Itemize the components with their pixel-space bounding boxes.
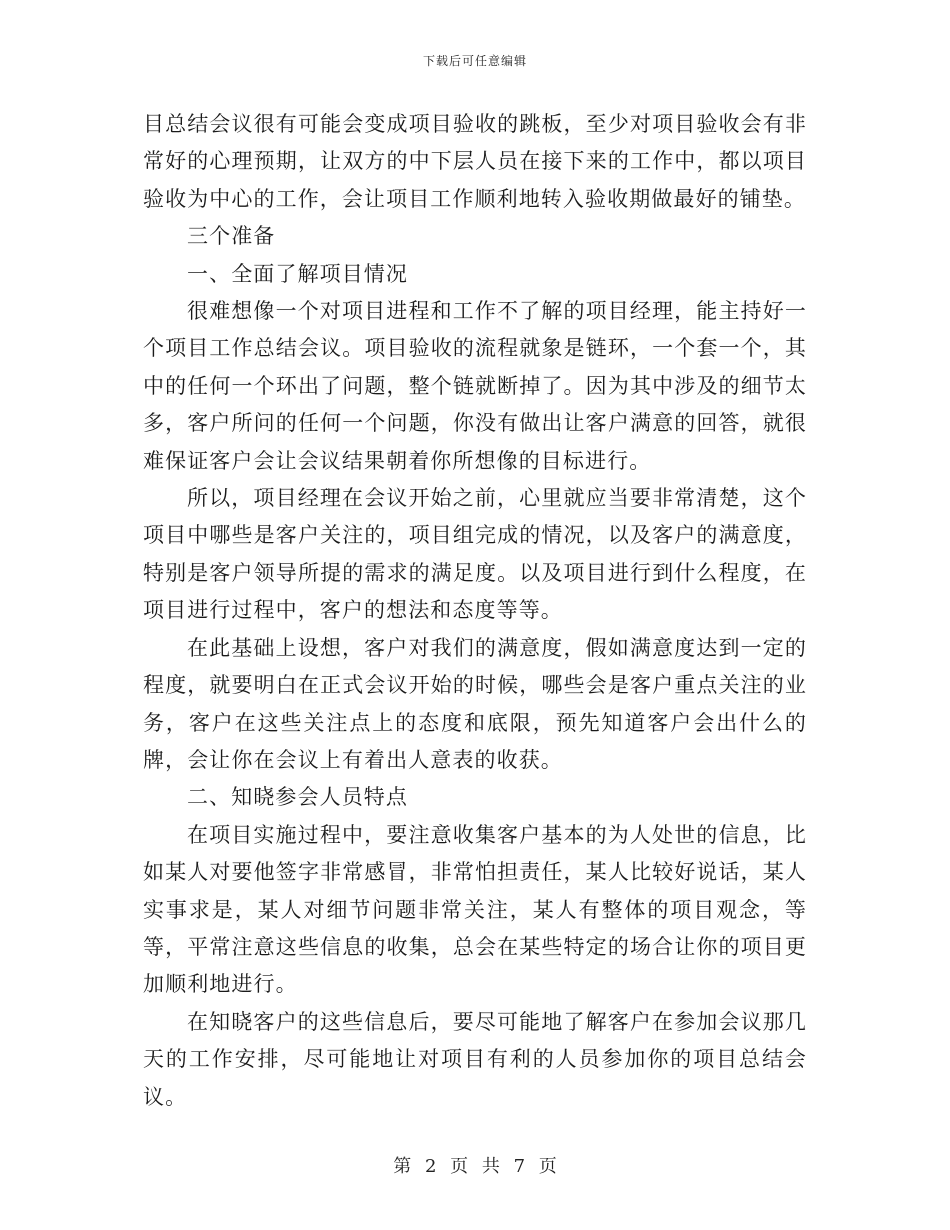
page-header: 下载后可任意编辑 — [422, 54, 527, 68]
total-page-count: 7 — [513, 1156, 526, 1177]
current-page-number: 2 — [424, 1156, 437, 1177]
section-heading-three-preparations: 三个准备 — [187, 224, 276, 249]
footer-label-ye-end: 页 — [538, 1156, 557, 1177]
paragraph-1: 目总结会议很有可能会变成项目验收的跳板，至少对项目验收会有非常好的心理预期，让双方的中下层人员在接下来的工作中，都以项目验收为中心的工作，会让项目工作顺利地转入验收期做最好的铺垫。 — [143, 112, 807, 211]
footer-label-gong: 共 — [481, 1156, 500, 1177]
document-body — [143, 106, 807, 1116]
footer-label-di: 第 — [393, 1156, 412, 1177]
paragraph-2: 很难想像一个对项目进程和工作不了解的项目经理，能主持好一个项目工作总结会议。项目验收的流程就象是链环，一个套一个，其中的任何一个环出了问题，整个链就断掉了。因为其中涉及的细节太多，客户所问的任何一个问题，你没有做出让客户满意的回答，就很难保证客户会让会议结果朝着你所想像的目标进行。 — [143, 299, 807, 473]
paragraph-6: 在知晓客户的这些信息后，要尽可能地了解客户在参加会议那几天的工作安排，尽可能地让对项目有利的人员参加你的项目总结会议。 — [143, 1009, 807, 1109]
subheading-know-attendees: 二、知晓参会人员特点 — [187, 785, 408, 810]
page-footer — [0, 1152, 950, 1178]
footer-label-ye: 页 — [450, 1156, 469, 1177]
paragraph-5: 在项目实施过程中，要注意收集客户基本的为人处世的信息，比如某人对要他签字非常感冒，非常怕担责任，某人比较好说话，某人实事求是，某人对细节问题非常关注，某人有整体的项目观念，等等，平常注意这些信息的收集，总会在某些特定的场合让你的项目更加顺利地进行。 — [143, 822, 807, 997]
paragraph-4: 在此基础上设想，客户对我们的满意度，假如满意度达到一定的程度，就要明白在正式会议开始的时候，哪些会是客户重点关注的业务，客户在这些关注点上的态度和底限，预先知道客户会出什么的牌，会让你在会议上有着出人意表的收获。 — [143, 635, 807, 772]
paragraph-3: 所以，项目经理在会议开始之前，心里就应当要非常清楚，这个项目中哪些是客户关注的，项目组完成的情况，以及客户的满意度，特别是客户领导所提的需求的满足度。以及项目进行到什么程度，在项目进行过程中，客户的想法和态度等等。 — [143, 486, 807, 623]
subheading-understand-project: 一、全面了解项目情况 — [187, 261, 408, 286]
